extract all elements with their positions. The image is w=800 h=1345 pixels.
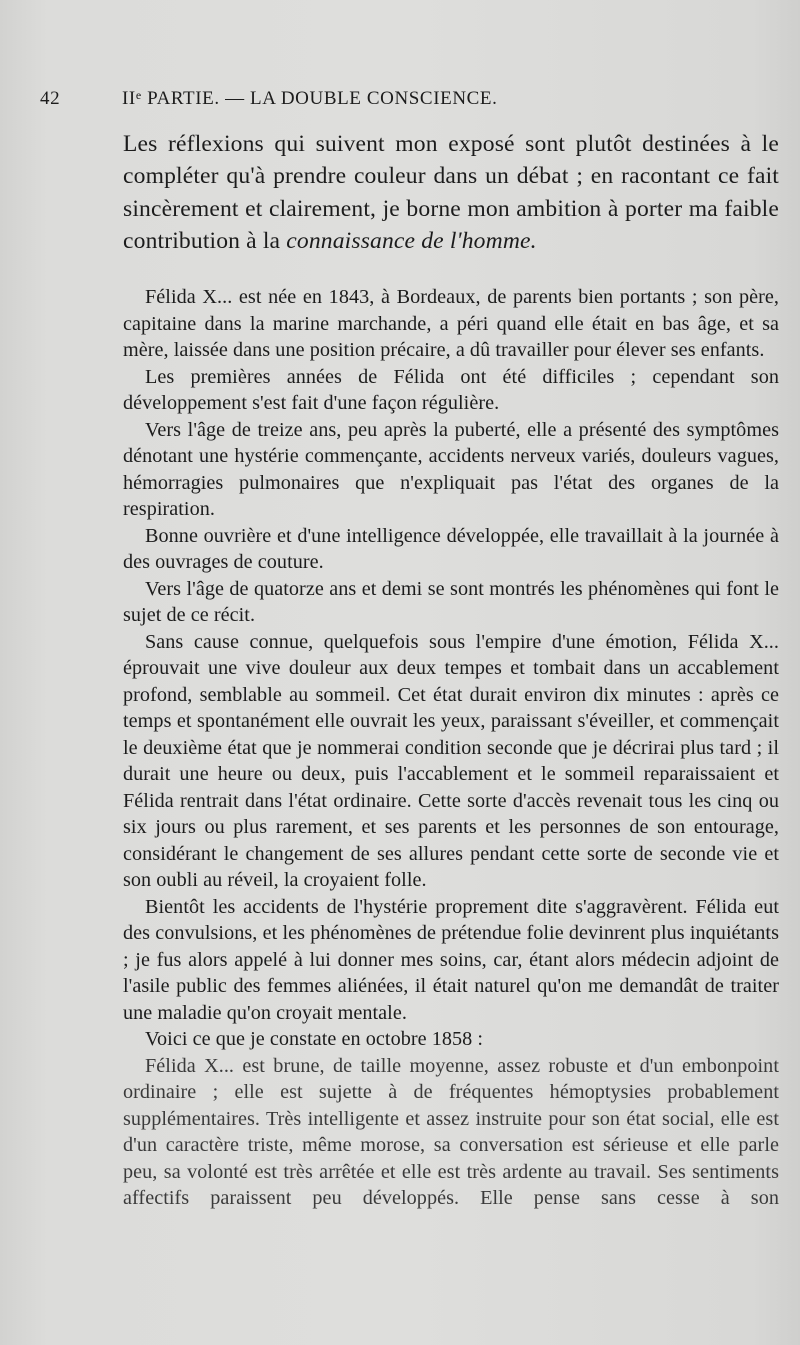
part-suffix: e	[135, 88, 142, 102]
paragraph-puberty: Vers l'âge de treize ans, peu après la puberté, elle a présenté des symptômes dénotant une hystérie commençante, accidents nerveux variés, douleurs vagues, hémorragies pulmonaires que n'expliquait pas l'état des organes de la respiration.	[123, 418, 779, 520]
paragraph-birth: Félida X... est née en 1843, à Bordeaux, de parents bien portants ; son père, capitaine dans la marine marchande, a péri quand elle était en bas âge, et sa mère, laissée dans une position précaire, a dû travailler pour élever ses enfants.	[123, 286, 779, 361]
paragraph-description: Félida X... est brune, de taille moyenne, assez robuste et d'un embonpoint ordinaire ; elle est sujette à de fréquentes hémoptysies probablement supplémentaires. Très intelligente et assez instruite pour son état social, elle est d'un caractère triste, même morose, sa conversation est sérieuse et elle parle peu, sa volonté est très arrêtée et elle est très ardente au travail. Ses sentiments affectifs paraissent peu développés. Elle pense sans cesse à son	[123, 1054, 779, 1209]
paragraph-work: Bonne ouvrière et d'une intelligence développée, elle travaillait à la journée à des ouvrages de couture.	[123, 524, 779, 573]
running-header	[40, 88, 760, 116]
intro-paragraph	[123, 128, 779, 258]
chapter-title: PARTIE. — LA DOUBLE CONSCIENCE.	[147, 88, 498, 109]
paragraph-observation-date: Voici ce que je constate en octobre 1858 :	[145, 1028, 484, 1050]
intro-text: Les réflexions qui suivent mon exposé sont plutôt destinées à le compléter qu'à prendre couleur dans un débat ; en racontant ce fait sincèrement et clairement, je borne mon ambition à porter ma faible contribution à la	[123, 131, 779, 255]
running-title	[122, 88, 498, 110]
intro-emphasis: connaissance de l'homme.	[286, 228, 537, 255]
part-label: II	[122, 88, 136, 109]
paragraph-early-years: Les premières années de Félida ont été difficiles ; cependant son développement s'est fait d'une façon régulière.	[123, 365, 779, 414]
body-text	[123, 284, 779, 1212]
paragraph-onset: Vers l'âge de quatorze ans et demi se sont montrés les phénomènes qui font le sujet de ce récit.	[123, 577, 779, 626]
paragraph-aggravation: Bientôt les accidents de l'hystérie proprement dite s'aggravèrent. Félida eut des convulsions, et les phénomènes de prétendue folie devinrent plus inquiétants ; je fus alors appelé à lui donner mes soins, car, étant alors médecin adjoint de l'asile public des femmes aliénées, il était naturel qu'on me demandât de traiter une maladie qu'on croyait mentale.	[123, 895, 779, 1024]
paragraph-attacks: Sans cause connue, quelquefois sous l'empire d'une émotion, Félida X... éprouvait une vive douleur aux deux tempes et tombait dans un accablement profond, semblable au sommeil. Cet état durait environ dix minutes : après ce temps et spontanément elle ouvrait les yeux, paraissant s'éveiller, et commençait le deuxième état que je nommerai condition seconde que je décrirai plus tard ; il durait une heure ou deux, puis l'accablement et le sommeil reparaissaient et Félida rentrait dans l'état ordinaire. Cette sorte d'accès revenait tous les cinq ou six jours ou plus rarement, et ses parents et les personnes de son entourage, considérant le changement de ses allures pendant cette sorte de seconde vie et son oubli au réveil, la croyaient folle.	[123, 630, 779, 891]
page-number: 42	[40, 88, 61, 109]
